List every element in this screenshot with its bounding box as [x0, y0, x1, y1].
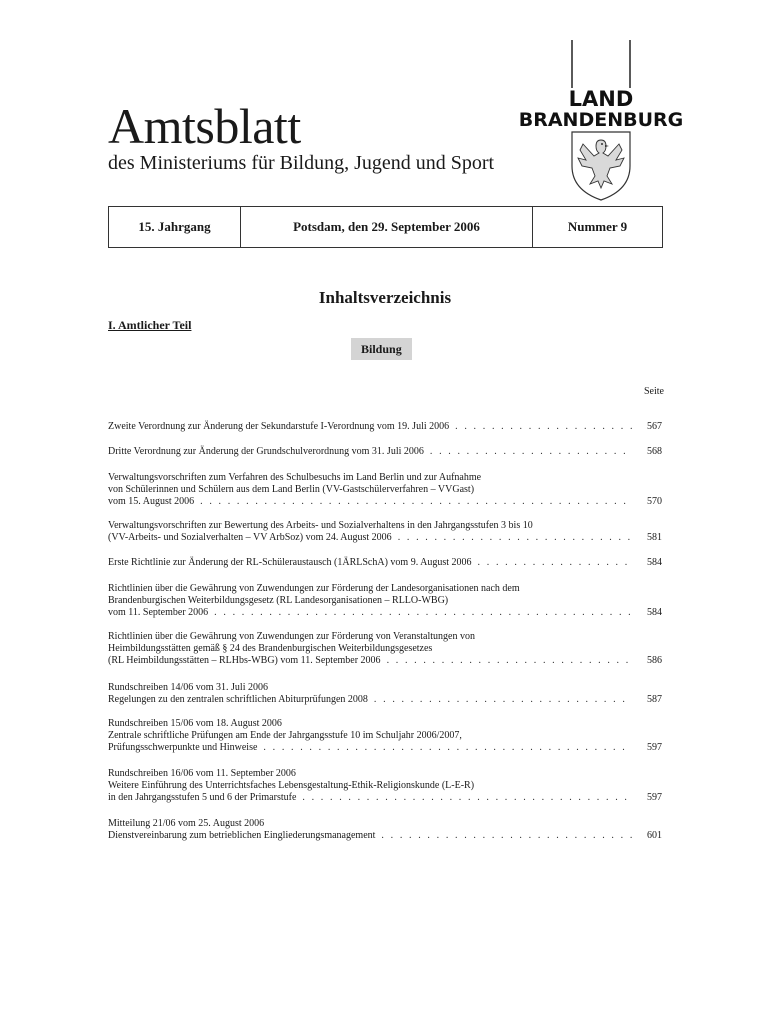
page-column-header: Seite — [644, 386, 664, 397]
dot-leader — [214, 607, 632, 619]
svg-text:LAND: LAND — [568, 87, 634, 111]
toc-entry-line: Brandenburgischen Weiterbildungsgesetz (RL Landesorganisationen – RLLO-WBG) — [108, 595, 449, 606]
toc-entry — [108, 520, 662, 544]
toc-entry-line: Rundschreiben 14/06 vom 31. Juli 2006 — [108, 682, 268, 693]
issue-info-bar — [108, 206, 663, 248]
toc-entry — [108, 421, 662, 433]
toc-entry-last-line — [108, 446, 662, 458]
dot-leader — [374, 694, 632, 706]
toc-entry-text: vom 15. August 2006 — [108, 496, 195, 507]
toc-entry-page-number: 581 — [647, 532, 662, 543]
toc-entry-line: Zentrale schriftliche Prüfungen am Ende der Jahrgangsstufe 10 im Schuljahr 2006/2007, — [108, 730, 462, 741]
toc-entry-page-number: 570 — [647, 496, 662, 507]
toc-entry-text: Dienstvereinbarung zum betrieblichen Eingliederungsmanagement — [108, 830, 376, 841]
dot-leader — [478, 557, 632, 569]
toc-entry-last-line — [108, 496, 662, 508]
brandenburg-eagle-icon — [510, 38, 690, 208]
toc-entry — [108, 768, 662, 804]
toc-entry-text: (RL Heimbildungsstätten – RLHbs-WBG) vom 11. September 2006 — [108, 655, 381, 666]
toc-entry-page-number: 586 — [647, 655, 662, 666]
section-tag: Bildung — [351, 338, 412, 360]
publication-title: Amtsblatt — [108, 98, 301, 154]
toc-entry-last-line — [108, 655, 662, 667]
dot-leader — [387, 655, 632, 667]
toc-entry-page-number: 567 — [647, 421, 662, 432]
toc-entry-page-number: 584 — [647, 557, 662, 568]
toc-entry-line: Mitteilung 21/06 vom 25. August 2006 — [108, 818, 265, 829]
toc-entry-line: Richtlinien über die Gewährung von Zuwendungen zur Förderung von Veranstaltungen von — [108, 631, 475, 642]
toc-entry-page-number: 597 — [647, 742, 662, 753]
toc-entry-page-number: 601 — [647, 830, 662, 841]
part-title: I. Amtlicher Teil — [108, 318, 192, 332]
toc-entry-text: Erste Richtlinie zur Änderung der RL-Schüleraustausch (1ÄRLSchA) vom 9. August 2006 — [108, 557, 472, 568]
toc-title: Inhaltsverzeichnis — [318, 288, 452, 307]
dot-leader — [430, 446, 632, 458]
toc-entry — [108, 682, 662, 706]
place-date-label: Potsdam, den 29. September 2006 — [241, 207, 533, 247]
toc-entry-last-line — [108, 742, 662, 754]
toc-entry-last-line — [108, 557, 662, 569]
dot-leader — [455, 421, 632, 433]
toc-entry-line: Verwaltungsvorschriften zur Bewertung des Arbeits- und Sozialverhaltens in den Jahrgangsstufen 3 bis 10 — [108, 520, 533, 531]
toc-entry-page-number: 587 — [647, 694, 662, 705]
toc-entry — [108, 446, 662, 458]
issue-number-label: Nummer 9 — [567, 219, 628, 234]
dot-leader — [302, 792, 632, 804]
toc-entry — [108, 631, 662, 667]
toc-entry-last-line — [108, 421, 662, 433]
volume-label: 15. Jahrgang — [109, 207, 241, 247]
toc-entry-last-line — [108, 830, 662, 842]
svg-text:BRANDENBURG: BRANDENBURG — [518, 109, 684, 131]
toc-entry — [108, 583, 662, 619]
toc-entry — [108, 818, 662, 842]
dot-leader — [263, 742, 632, 754]
toc-entry-text: vom 11. September 2006 — [108, 607, 209, 618]
toc-entry-line: Weitere Einführung des Unterrichtsfaches Lebensgestaltung-Ethik-Religionskunde (L-E-R) — [108, 780, 475, 791]
toc-entry-last-line — [108, 694, 662, 706]
dot-leader — [200, 496, 632, 508]
toc-entry-line: Heimbildungsstätten gemäß § 24 des Brandenburgischen Weiterbildungsgesetzes — [108, 643, 433, 654]
toc-entry-last-line — [108, 607, 662, 619]
toc-entry-page-number: 568 — [647, 446, 662, 457]
toc-entry-line: Verwaltungsvorschriften zum Verfahren des Schulbesuchs im Land Berlin und zur Aufnahme — [108, 472, 482, 483]
toc-entry-text: (VV-Arbeits- und Sozialverhalten – VV ArbSoz) vom 24. August 2006 — [108, 532, 392, 543]
toc-entry-text: Regelungen zu den zentralen schriftlichen Abiturprüfungen 2008 — [108, 694, 368, 705]
toc-entry-text: Dritte Verordnung zur Änderung der Grundschulverordnung vom 31. Juli 2006 — [108, 446, 424, 457]
dot-leader — [398, 532, 632, 544]
toc-entry-last-line — [108, 792, 662, 804]
toc-entry-line: Rundschreiben 15/06 vom 18. August 2006 — [108, 718, 282, 729]
toc-entry-text: in den Jahrgangsstufen 5 und 6 der Primarstufe — [108, 792, 297, 803]
toc-entry-line: Rundschreiben 16/06 vom 11. September 2006 — [108, 768, 296, 779]
toc-entry — [108, 718, 662, 754]
toc-entry-line: von Schülerinnen und Schülern aus dem Land Berlin (VV-Gastschülerverfahren – VVGast) — [108, 484, 475, 495]
toc-entry-last-line — [108, 532, 662, 544]
toc-entry — [108, 557, 662, 569]
toc-entry-text: Prüfungsschwerpunkte und Hinweise — [108, 742, 258, 753]
toc-entry-line: Richtlinien über die Gewährung von Zuwendungen zur Förderung der Landesorganisationen nach dem — [108, 583, 520, 594]
publication-subtitle: des Ministeriums für Bildung, Jugend und Sport — [108, 152, 495, 174]
toc-entry — [108, 472, 662, 508]
toc-entry-page-number: 584 — [647, 607, 662, 618]
dot-leader — [381, 830, 632, 842]
toc-entry-text: Zweite Verordnung zur Änderung der Sekundarstufe I-Verordnung vom 19. Juli 2006 — [108, 421, 450, 432]
toc-entry-page-number: 597 — [647, 792, 662, 803]
land-brandenburg-logo — [510, 38, 690, 208]
